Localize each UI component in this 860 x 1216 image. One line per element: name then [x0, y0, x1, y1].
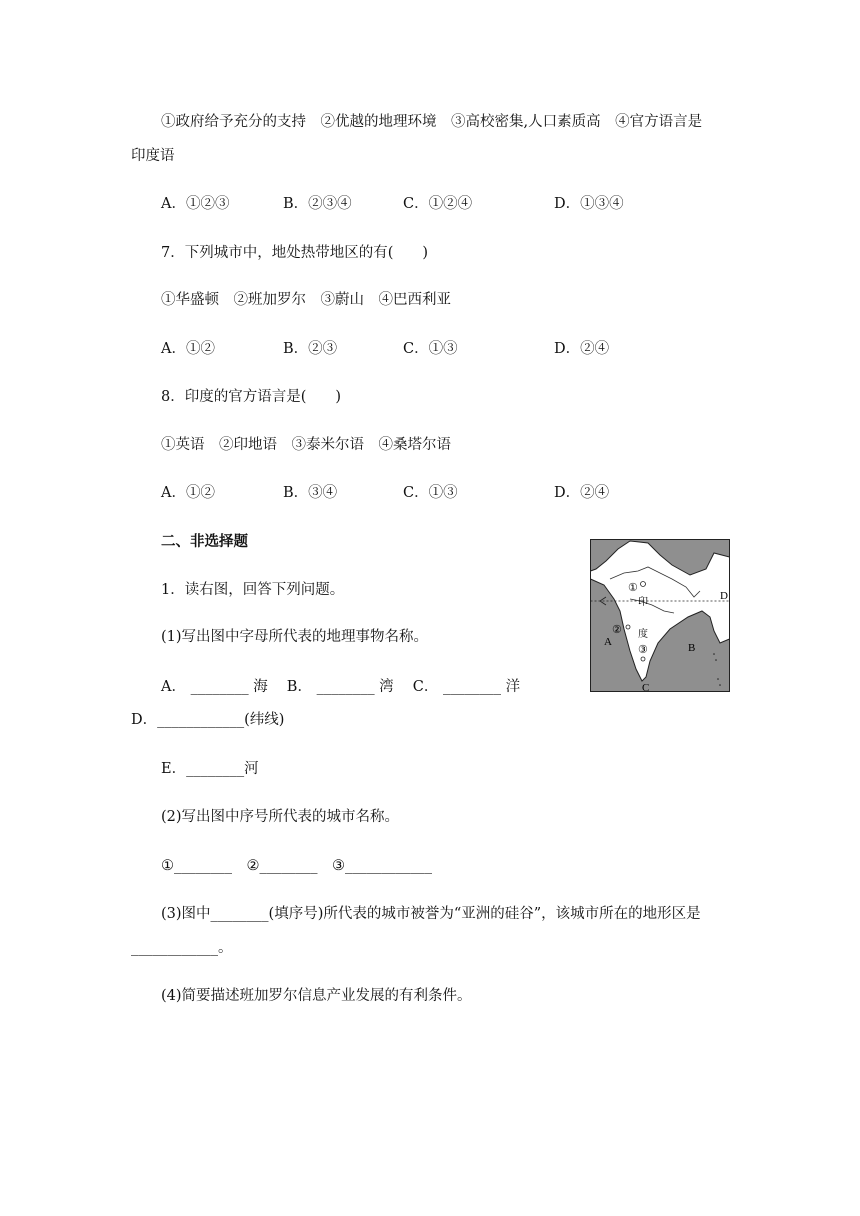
q7-option-a: A．①②	[161, 341, 215, 357]
map-label-c: C	[642, 682, 650, 692]
q8-statements: ①英语 ②印地语 ③泰米尔语 ④桑塔尔语	[161, 437, 451, 453]
section-heading: 二、非选择题	[161, 533, 248, 550]
q7-option-b: B．②③	[283, 341, 338, 357]
map-island-dot	[713, 653, 715, 655]
q1-part2-blanks: ①________ ②________ ③____________	[161, 858, 432, 874]
q6-statements: ①政府给予充分的支持 ②优越的地理环境 ③高校密集,人口素质高 ④官方语言是	[161, 114, 703, 130]
q7-option-d: D．②④	[554, 341, 610, 357]
q8-option-a: A．①②	[161, 485, 215, 501]
q1-part1-abc-blanks: A． ________ 海 B． ________ 湾 C． ________ 洋	[161, 679, 521, 695]
map-island-dot	[715, 659, 717, 661]
q1-part3: (3)图中________(填序号)所代表的城市被誉为“亚洲的硅谷”，该城市所在的地形区是	[161, 906, 701, 922]
q7-statements: ①华盛顿 ②班加罗尔 ③蔚山 ④巴西利亚	[161, 292, 451, 308]
q6-option-c: C．①②④	[403, 196, 473, 212]
q1-part1: (1)写出图中字母所代表的地理事物名称。	[161, 629, 429, 645]
q6-option-a: A．①②③	[161, 196, 230, 212]
q8-stem: 8．印度的官方语言是( )	[161, 389, 342, 405]
q8-option-b: B．③④	[283, 485, 338, 501]
q6-option-d: D．①③④	[554, 196, 624, 212]
map-label-d: D	[720, 590, 728, 602]
map-label-3: ③	[638, 643, 648, 656]
india-map-figure	[590, 539, 730, 692]
map-label-yin: 印	[638, 597, 648, 608]
q8-option-d: D．②④	[554, 485, 610, 501]
q7-stem: 7．下列城市中，地处热带地区的有( )	[161, 245, 429, 261]
q1-part2: (2)写出图中序号所代表的城市名称。	[161, 809, 400, 825]
map-island-dot	[717, 678, 719, 680]
map-label-b: B	[688, 642, 696, 654]
q6-option-b: B．②③④	[283, 196, 352, 212]
map-label-2: ②	[612, 623, 622, 636]
map-label-du: 度	[638, 629, 648, 640]
q1-part1-e-blank: E．________河	[161, 761, 259, 777]
map-island-dot	[719, 684, 721, 686]
q1-part1-d-blank: D．____________(纬线)	[131, 712, 285, 728]
q6-statements-cont: 印度语	[131, 148, 175, 164]
q8-option-c: C．①③	[403, 485, 458, 501]
map-label-1: ①	[628, 581, 638, 594]
q1-stem: 1．读右图，回答下列问题。	[161, 582, 345, 598]
q1-part4: (4)简要描述班加罗尔信息产业发展的有利条件。	[161, 988, 472, 1004]
map-label-a: A	[604, 636, 612, 648]
q7-option-c: C．①③	[403, 341, 458, 357]
q1-part3-cont: ____________。	[131, 940, 233, 956]
